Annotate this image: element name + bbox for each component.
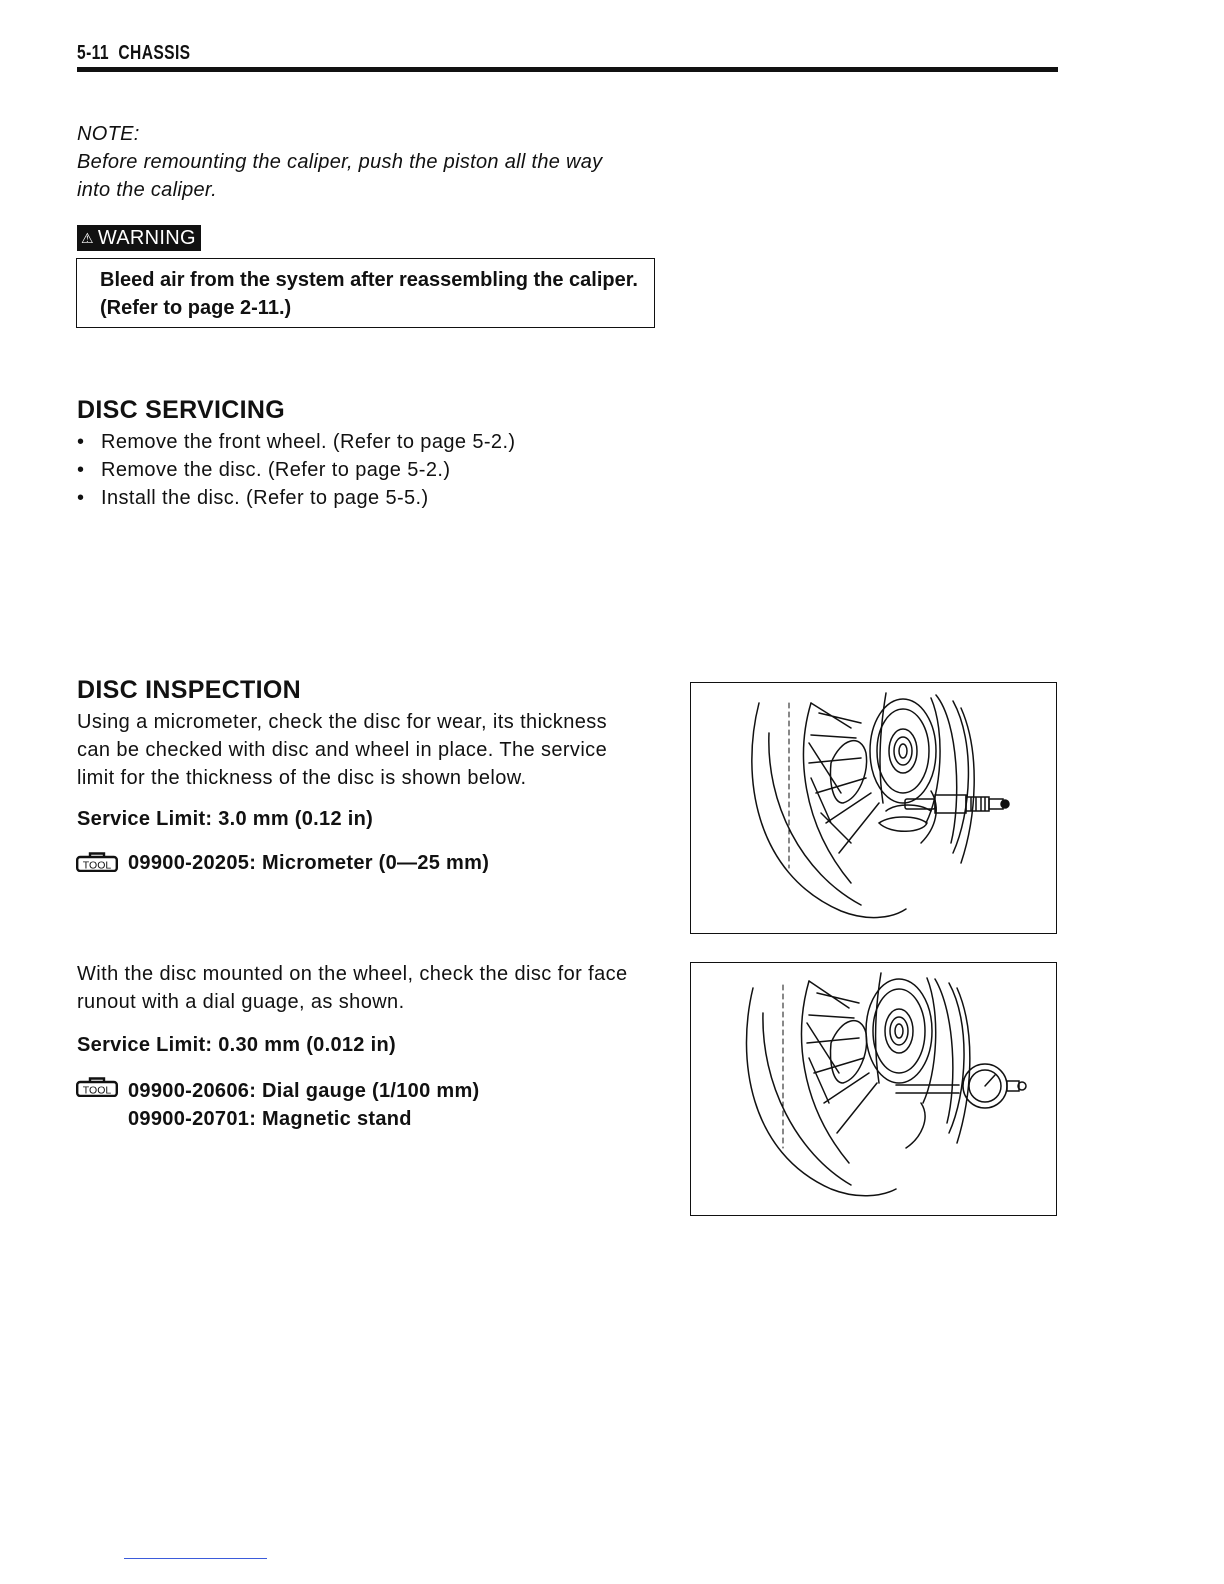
- page-header: [77, 42, 190, 65]
- list-item: • Install the disc. (Refer to page 5-5.): [77, 484, 515, 512]
- note-line-2: into the caliper.: [77, 179, 217, 201]
- warning-label: WARNING: [97, 227, 196, 249]
- tool-magnetic-stand: 09900-20701: Magnetic stand: [128, 1108, 412, 1130]
- note-label: NOTE:: [77, 123, 140, 145]
- runout-tools: [128, 1077, 480, 1133]
- note-line-1: Before remounting the caliper, push the piston all the way: [77, 151, 603, 173]
- footer-line: [124, 1558, 267, 1559]
- warning-triangle-icon: ⚠: [81, 230, 94, 246]
- list-item: • Remove the disc. (Refer to page 5-2.): [77, 456, 515, 484]
- dial-gauge-illustration: [691, 963, 1056, 1215]
- tool-icon-label: TOOL: [82, 1084, 112, 1097]
- paragraph-line: Using a micrometer, check the disc for wear, its thickness: [77, 711, 608, 733]
- page-number: 5-11: [77, 42, 109, 64]
- tool-micrometer: 09900-20205: Micrometer (0—25 mm): [128, 852, 490, 874]
- disc-inspection-paragraph: [77, 708, 677, 792]
- paragraph-line: With the disc mounted on the wheel, check the disc for face: [77, 963, 628, 985]
- tool-icon: [76, 852, 118, 872]
- figure-dial-gauge: [690, 962, 1057, 1216]
- warning-line-1: Bleed air from the system after reassembling the caliper.: [100, 269, 638, 291]
- tool-icon-label: TOOL: [82, 859, 112, 872]
- warning-badge: [77, 225, 201, 251]
- paragraph-line: runout with a dial guage, as shown.: [77, 991, 405, 1013]
- note-block: [77, 120, 677, 204]
- tool-icon: [76, 1077, 118, 1097]
- warning-line-2: (Refer to page 2-11.): [100, 297, 292, 319]
- disc-inspection-heading: DISC INSPECTION: [77, 676, 301, 704]
- runout-paragraph: [77, 960, 677, 1016]
- disc-servicing-steps: [77, 428, 515, 512]
- service-limit-thickness: Service Limit: 3.0 mm (0.12 in): [77, 808, 374, 830]
- paragraph-line: can be checked with disc and wheel in place. The service: [77, 739, 608, 761]
- service-limit-runout: Service Limit: 0.30 mm (0.012 in): [77, 1034, 396, 1056]
- disc-servicing-heading: DISC SERVICING: [77, 396, 285, 424]
- header-rule: [77, 67, 1058, 72]
- warning-text: [100, 266, 638, 322]
- figure-micrometer: [690, 682, 1057, 934]
- paragraph-line: limit for the thickness of the disc is shown below.: [77, 767, 527, 789]
- section-title: CHASSIS: [118, 42, 191, 64]
- list-item: • Remove the front wheel. (Refer to page 5-2.): [77, 428, 515, 456]
- micrometer-illustration: [691, 683, 1056, 933]
- tool-dial-gauge: 09900-20606: Dial gauge (1/100 mm): [128, 1080, 480, 1102]
